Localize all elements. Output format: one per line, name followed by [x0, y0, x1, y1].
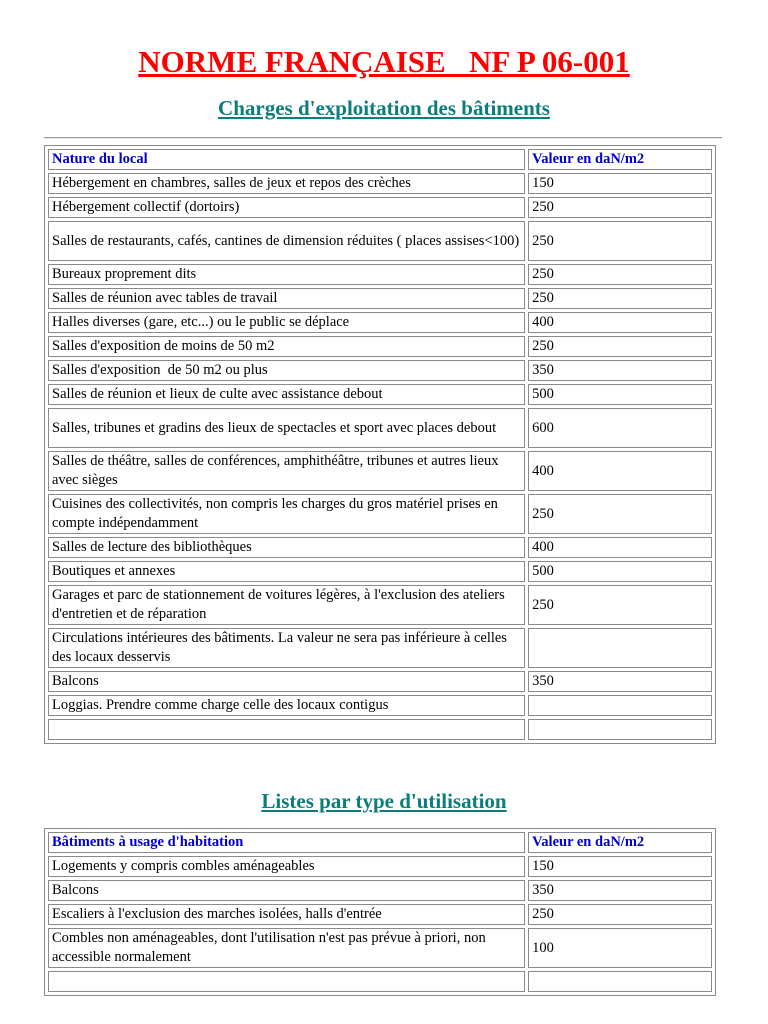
row-value: 250: [528, 494, 712, 534]
row-value: 350: [528, 880, 712, 901]
row-value: 500: [528, 561, 712, 582]
row-label: Hébergement en chambres, salles de jeux et repos des crèches: [48, 173, 525, 194]
row-value: 250: [528, 288, 712, 309]
header-value: Valeur en daN/m2: [528, 832, 712, 853]
row-label: Salles d'exposition de moins de 50 m2: [48, 336, 525, 357]
row-value: 100: [528, 928, 712, 968]
row-label: Bureaux proprement dits: [48, 264, 525, 285]
row-label: [48, 719, 525, 740]
table-row: [48, 585, 712, 625]
table-row: [48, 288, 712, 309]
row-label: Salles d'exposition de 50 m2 ou plus: [48, 360, 525, 381]
table-row: [48, 173, 712, 194]
table-row: [48, 856, 712, 877]
header-nature: Nature du local: [48, 149, 525, 170]
row-value: 250: [528, 585, 712, 625]
table-row: [48, 384, 712, 405]
row-value: 150: [528, 856, 712, 877]
table-row: [48, 671, 712, 692]
row-value: 500: [528, 384, 712, 405]
table-row: [48, 904, 712, 925]
table-row: [48, 312, 712, 333]
row-label: Combles non aménageables, dont l'utilisation n'est pas prévue à priori, non accessible normalement: [48, 928, 525, 968]
row-value: 350: [528, 360, 712, 381]
table-row: [48, 451, 712, 491]
table-header-row: [48, 149, 712, 170]
table-row: [48, 336, 712, 357]
row-label: Escaliers à l'exclusion des marches isolées, halls d'entrée: [48, 904, 525, 925]
row-label: Garages et parc de stationnement de voitures légères, à l'exclusion des ateliers d'entretien et de réparation: [48, 585, 525, 625]
header-value: Valeur en daN/m2: [528, 149, 712, 170]
table-row: [48, 537, 712, 558]
row-value: 150: [528, 173, 712, 194]
row-label: Halles diverses (gare, etc...) ou le public se déplace: [48, 312, 525, 333]
row-label: Salles de réunion et lieux de culte avec assistance debout: [48, 384, 525, 405]
row-label: Salles de théâtre, salles de conférences, amphithéâtre, tribunes et autres lieux avec sièges: [48, 451, 525, 491]
table-row: [48, 408, 712, 448]
row-label: Boutiques et annexes: [48, 561, 525, 582]
row-label: Salles de lecture des bibliothèques: [48, 537, 525, 558]
row-value: 250: [528, 264, 712, 285]
habitation-table: [44, 828, 716, 996]
table-row: [48, 928, 712, 968]
section-title-listes: Listes par type d'utilisation: [261, 789, 507, 813]
row-label: Salles, tribunes et gradins des lieux de spectacles et sport avec places debout: [48, 408, 525, 448]
row-label: Circulations intérieures des bâtiments. La valeur ne sera pas inférieure à celles des locaux desservis: [48, 628, 525, 668]
row-value: 250: [528, 221, 712, 261]
row-value: 350: [528, 671, 712, 692]
row-value: 250: [528, 336, 712, 357]
table-row: [48, 971, 712, 992]
row-value: 250: [528, 197, 712, 218]
row-value: [528, 695, 712, 716]
row-value: [528, 628, 712, 668]
row-label: Logements y compris combles aménageables: [48, 856, 525, 877]
page-title: NORME FRANÇAISE NF P 06-001: [138, 44, 630, 79]
section-title-charges: Charges d'exploitation des bâtiments: [218, 96, 550, 120]
charges-table: [44, 145, 716, 744]
row-value: 400: [528, 537, 712, 558]
row-label: Salles de réunion avec tables de travail: [48, 288, 525, 309]
table-row: [48, 197, 712, 218]
table-row: [48, 494, 712, 534]
table-row: [48, 719, 712, 740]
table-row: [48, 628, 712, 668]
table-row: [48, 561, 712, 582]
table-row: [48, 221, 712, 261]
table-row: [48, 695, 712, 716]
table-header-row: [48, 832, 712, 853]
horizontal-rule: [44, 137, 722, 139]
row-label: [48, 971, 525, 992]
table-row: [48, 264, 712, 285]
row-label: Loggias. Prendre comme charge celle des locaux contigus: [48, 695, 525, 716]
row-label: Salles de restaurants, cafés, cantines de dimension réduites ( places assises<100): [48, 221, 525, 261]
row-value: 600: [528, 408, 712, 448]
row-value: 400: [528, 312, 712, 333]
row-value: [528, 719, 712, 740]
row-value: 400: [528, 451, 712, 491]
row-value: [528, 971, 712, 992]
row-value: 250: [528, 904, 712, 925]
row-label: Hébergement collectif (dortoirs): [48, 197, 525, 218]
row-label: Balcons: [48, 880, 525, 901]
table-row: [48, 880, 712, 901]
row-label: Balcons: [48, 671, 525, 692]
header-habitation: Bâtiments à usage d'habitation: [48, 832, 525, 853]
table-row: [48, 360, 712, 381]
row-label: Cuisines des collectivités, non compris les charges du gros matériel prises en compte indépendamment: [48, 494, 525, 534]
